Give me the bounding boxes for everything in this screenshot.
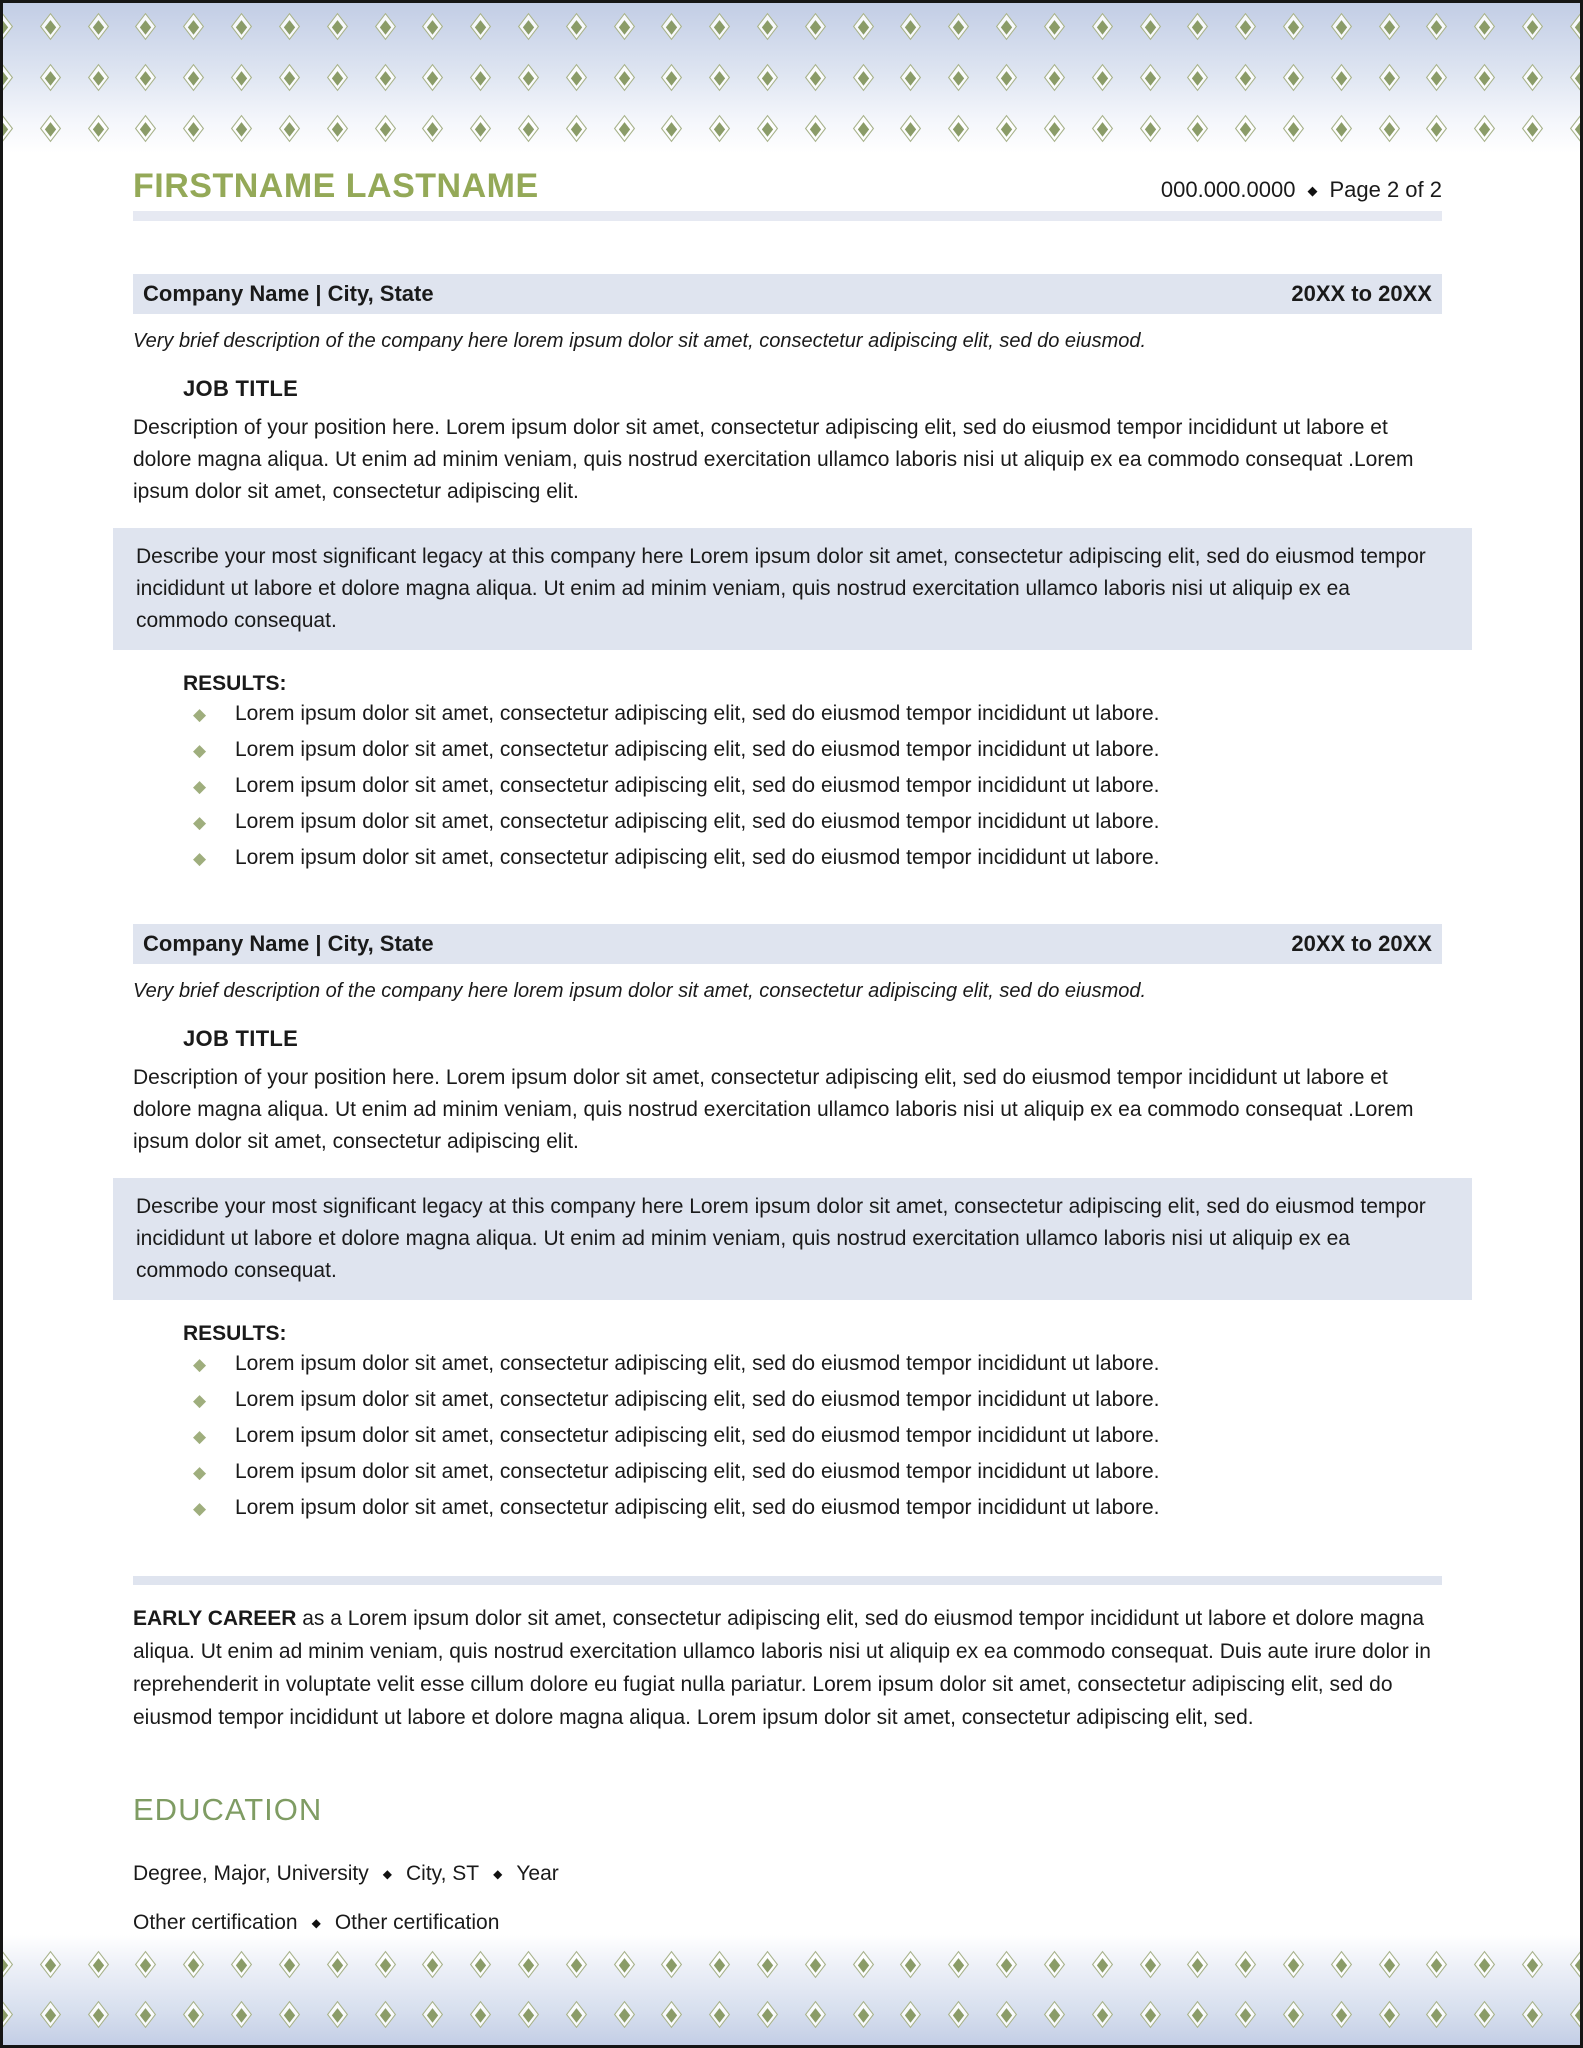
diamond-icon: [805, 1950, 826, 1978]
page-title: FIRSTNAME LASTNAME: [133, 167, 539, 205]
diamond-icon: [1570, 1950, 1580, 1978]
early-career-paragraph: [133, 1602, 1442, 1734]
diamond-icon: [661, 63, 682, 91]
company-header-bar: [133, 274, 1442, 314]
diamond-icon: [1139, 63, 1160, 91]
diamond-icon: [279, 114, 300, 142]
diamond-icon: [1331, 114, 1352, 142]
diamond-icon: [279, 12, 300, 40]
result-text: Lorem ipsum dolor sit amet, consectetur adipiscing elit, sed do eiusmod tempor incididunt ut labore.: [235, 1460, 1160, 1483]
diamond-icon: [1044, 114, 1065, 142]
diamond-icon: [1044, 2000, 1065, 2028]
diamond-icon: [1235, 12, 1256, 40]
diamond-icon: [900, 1950, 921, 1978]
contact-line: [1161, 177, 1442, 206]
diamond-icon: [470, 12, 491, 40]
diamond-icon: [1235, 2000, 1256, 2028]
diamond-icon: [1283, 63, 1304, 91]
diamond-icon: [1378, 63, 1399, 91]
job-title: JOB TITLE: [183, 376, 299, 401]
diamond-icon: [3, 114, 13, 142]
diamond-bullet-icon: ◆: [193, 1391, 207, 1410]
diamond-icon: [1474, 12, 1495, 40]
diamond-icon: [374, 114, 395, 142]
diamond-icon: [40, 12, 61, 40]
diamond-icon: [1331, 2000, 1352, 2028]
company-description: Very brief description of the company here lorem ipsum dolor sit amet, consectetur adipiscing elit, sed do eiusmod.: [133, 330, 1147, 352]
diamond-icon: [88, 12, 109, 40]
diamond-icon: [88, 114, 109, 142]
result-text: Lorem ipsum dolor sit amet, consectetur adipiscing elit, sed do eiusmod tempor incididunt ut labore.: [235, 702, 1160, 725]
diamond-icon: [1092, 114, 1113, 142]
results-list: [133, 702, 1442, 882]
degree-location: City, ST: [405, 1862, 480, 1885]
diamond-icon: [1331, 63, 1352, 91]
diamond-border-bottom: [3, 1935, 1580, 2047]
diamond-icon: [613, 63, 634, 91]
diamond-icon: [1235, 1950, 1256, 1978]
diamond-separator-icon: ◆: [311, 1916, 321, 1930]
list-item: [133, 702, 1442, 738]
diamond-icon: [422, 1950, 443, 1978]
result-text: Lorem ipsum dolor sit amet, consectetur adipiscing elit, sed do eiusmod tempor incididunt ut labore.: [235, 774, 1160, 797]
position-description: Description of your position here. Lorem ipsum dolor sit amet, consectetur adipiscing elit, sed do eiusmod tempor incididunt ut labore et dolore magna aliqua. Ut enim ad minim veniam, quis nostrud exercitation ullamco laboris nisi ut aliquip ex ea commodo consequat .Lorem ipsum dolor sit amet, consectetur adipiscing elit.: [133, 416, 1414, 503]
diamond-icon: [613, 1950, 634, 1978]
diamond-icon: [709, 114, 730, 142]
diamond-bullet-icon: ◆: [193, 1463, 207, 1482]
employment-dates: 20XX to 20XX: [1291, 281, 1432, 306]
diamond-icon: [279, 1950, 300, 1978]
diamond-separator-icon: ◆: [1307, 182, 1318, 198]
diamond-icon: [1187, 2000, 1208, 2028]
education-degree-line: [133, 1862, 1442, 1886]
diamond-icon: [374, 1950, 395, 1978]
diamond-icon: [183, 2000, 204, 2028]
diamond-icon: [805, 63, 826, 91]
diamond-icon: [1283, 12, 1304, 40]
diamond-icon: [948, 2000, 969, 2028]
diamond-icon: [470, 114, 491, 142]
diamond-icon: [805, 114, 826, 142]
diamond-icon: [422, 114, 443, 142]
diamond-icon: [1331, 1950, 1352, 1978]
diamond-icon: [1474, 1950, 1495, 1978]
list-item: [133, 1460, 1442, 1496]
diamond-icon: [900, 63, 921, 91]
diamond-icon: [1570, 12, 1580, 40]
diamond-icon: [231, 114, 252, 142]
diamond-icon: [709, 2000, 730, 2028]
result-text: Lorem ipsum dolor sit amet, consectetur adipiscing elit, sed do eiusmod tempor incididunt ut labore.: [235, 1496, 1160, 1519]
diamond-icon: [40, 63, 61, 91]
diamond-icon: [709, 1950, 730, 1978]
list-item: [133, 1424, 1442, 1460]
diamond-icon: [518, 114, 539, 142]
diamond-icon: [1283, 114, 1304, 142]
diamond-icon: [327, 63, 348, 91]
experience-section-1: [133, 274, 1442, 882]
diamond-icon: [661, 2000, 682, 2028]
diamond-icon: [853, 12, 874, 40]
diamond-icon: [661, 12, 682, 40]
result-text: Lorem ipsum dolor sit amet, consectetur adipiscing elit, sed do eiusmod tempor incididunt ut labore.: [235, 846, 1160, 869]
diamond-icon: [1378, 12, 1399, 40]
diamond-row: [3, 62, 1580, 92]
diamond-icon: [853, 63, 874, 91]
diamond-icon: [1187, 1950, 1208, 1978]
list-item: [133, 1388, 1442, 1424]
diamond-icon: [948, 114, 969, 142]
company-name: Company Name | City, State: [143, 931, 434, 956]
results-list: [133, 1352, 1442, 1532]
diamond-icon: [518, 63, 539, 91]
diamond-icon: [3, 1950, 13, 1978]
early-career-lead: EARLY CAREER: [133, 1607, 297, 1630]
list-item: [133, 810, 1442, 846]
diamond-icon: [709, 12, 730, 40]
page-content: [3, 153, 1580, 1935]
diamond-icon: [135, 2000, 156, 2028]
diamond-icon: [183, 63, 204, 91]
diamond-icon: [948, 1950, 969, 1978]
result-text: Lorem ipsum dolor sit amet, consectetur adipiscing elit, sed do eiusmod tempor incididunt ut labore.: [235, 1424, 1160, 1447]
position-description: Description of your position here. Lorem ipsum dolor sit amet, consectetur adipiscing elit, sed do eiusmod tempor incididunt ut labore et dolore magna aliqua. Ut enim ad minim veniam, quis nostrud exercitation ullamco laboris nisi ut aliquip ex ea commodo consequat .Lorem ipsum dolor sit amet, consectetur adipiscing elit.: [133, 1066, 1414, 1153]
diamond-icon: [231, 63, 252, 91]
diamond-icon: [900, 2000, 921, 2028]
diamond-icon: [1426, 12, 1447, 40]
list-item: [133, 738, 1442, 774]
diamond-icon: [422, 63, 443, 91]
diamond-icon: [1570, 2000, 1580, 2028]
diamond-icon: [470, 2000, 491, 2028]
diamond-bullet-icon: ◆: [193, 849, 207, 868]
diamond-icon: [518, 12, 539, 40]
legacy-highlight-box: Describe your most significant legacy at this company here Lorem ipsum dolor sit amet, consectetur adipiscing elit, sed do eiusmod tempor incididunt ut labore et dolore magna aliqua. Ut enim ad minim veniam, quis nostrud exercitation ullamco laboris nisi ut aliquip ex ea commodo consequat.: [113, 528, 1472, 650]
company-name: Company Name | City, State: [143, 281, 434, 306]
experience-section-2: [133, 924, 1442, 1532]
results-label: RESULTS:: [183, 1322, 287, 1345]
diamond-icon: [3, 63, 13, 91]
diamond-icon: [470, 1950, 491, 1978]
diamond-icon: [1522, 114, 1543, 142]
certification-text: Other certification: [334, 1911, 500, 1934]
diamond-icon: [1235, 63, 1256, 91]
diamond-icon: [1044, 63, 1065, 91]
diamond-icon: [3, 12, 13, 40]
diamond-icon: [1044, 12, 1065, 40]
list-item: [133, 1496, 1442, 1532]
diamond-icon: [183, 114, 204, 142]
diamond-icon: [1378, 1950, 1399, 1978]
education-heading: EDUCATION: [133, 1792, 323, 1827]
diamond-icon: [757, 12, 778, 40]
diamond-icon: [1426, 2000, 1447, 2028]
diamond-icon: [374, 2000, 395, 2028]
diamond-icon: [566, 1950, 587, 1978]
diamond-icon: [1426, 63, 1447, 91]
diamond-icon: [3, 2000, 13, 2028]
result-text: Lorem ipsum dolor sit amet, consectetur adipiscing elit, sed do eiusmod tempor incididunt ut labore.: [235, 810, 1160, 833]
diamond-icon: [88, 63, 109, 91]
diamond-bullet-icon: ◆: [193, 1499, 207, 1518]
diamond-separator-icon: ◆: [382, 1867, 392, 1881]
diamond-icon: [613, 12, 634, 40]
diamond-icon: [1426, 114, 1447, 142]
diamond-icon: [900, 12, 921, 40]
diamond-icon: [422, 12, 443, 40]
diamond-icon: [374, 63, 395, 91]
diamond-icon: [757, 2000, 778, 2028]
diamond-bullet-icon: ◆: [193, 1355, 207, 1374]
diamond-icon: [1378, 2000, 1399, 2028]
company-description: Very brief description of the company here lorem ipsum dolor sit amet, consectetur adipiscing elit, sed do eiusmod.: [133, 980, 1147, 1002]
diamond-icon: [948, 12, 969, 40]
diamond-icon: [566, 2000, 587, 2028]
list-item: [133, 1352, 1442, 1388]
diamond-icon: [1044, 1950, 1065, 1978]
diamond-icon: [757, 114, 778, 142]
diamond-icon: [757, 63, 778, 91]
diamond-icon: [1474, 114, 1495, 142]
diamond-icon: [327, 2000, 348, 2028]
diamond-icon: [1474, 2000, 1495, 2028]
diamond-bullet-icon: ◆: [193, 777, 207, 796]
diamond-icon: [1187, 63, 1208, 91]
diamond-icon: [900, 114, 921, 142]
diamond-icon: [1570, 114, 1580, 142]
diamond-icon: [1092, 1950, 1113, 1978]
education-certification-line: [133, 1911, 1442, 1935]
employment-dates: 20XX to 20XX: [1291, 931, 1432, 956]
diamond-icon: [1522, 12, 1543, 40]
diamond-icon: [135, 114, 156, 142]
diamond-row: [3, 11, 1580, 41]
diamond-icon: [996, 63, 1017, 91]
diamond-icon: [1522, 2000, 1543, 2028]
diamond-icon: [279, 2000, 300, 2028]
diamond-icon: [1139, 1950, 1160, 1978]
company-header-bar: [133, 924, 1442, 964]
certification-text: Other certification: [133, 1911, 298, 1934]
diamond-icon: [1331, 12, 1352, 40]
diamond-icon: [374, 12, 395, 40]
diamond-icon: [1426, 1950, 1447, 1978]
diamond-icon: [613, 2000, 634, 2028]
diamond-icon: [805, 12, 826, 40]
diamond-icon: [135, 1950, 156, 1978]
diamond-icon: [1139, 2000, 1160, 2028]
diamond-icon: [1187, 114, 1208, 142]
list-item: [133, 846, 1442, 882]
diamond-icon: [231, 12, 252, 40]
diamond-icon: [183, 12, 204, 40]
diamond-icon: [1235, 114, 1256, 142]
result-text: Lorem ipsum dolor sit amet, consectetur adipiscing elit, sed do eiusmod tempor incididunt ut labore.: [235, 1388, 1160, 1411]
page-header: [133, 167, 1442, 206]
diamond-icon: [422, 2000, 443, 2028]
diamond-icon: [566, 114, 587, 142]
header-underline: [133, 211, 1442, 221]
diamond-icon: [1378, 114, 1399, 142]
diamond-icon: [1092, 63, 1113, 91]
results-label: RESULTS:: [183, 672, 287, 695]
diamond-row: [3, 1999, 1580, 2029]
diamond-icon: [1187, 12, 1208, 40]
diamond-icon: [279, 63, 300, 91]
diamond-icon: [1092, 2000, 1113, 2028]
diamond-separator-icon: ◆: [493, 1867, 503, 1881]
page-indicator: Page 2 of 2: [1329, 177, 1442, 202]
degree-text: Degree, Major, University: [133, 1862, 369, 1885]
result-text: Lorem ipsum dolor sit amet, consectetur adipiscing elit, sed do eiusmod tempor incididunt ut labore.: [235, 1352, 1160, 1375]
diamond-icon: [709, 63, 730, 91]
diamond-icon: [231, 1950, 252, 1978]
diamond-row: [3, 113, 1580, 143]
diamond-icon: [231, 2000, 252, 2028]
diamond-icon: [1092, 12, 1113, 40]
diamond-icon: [327, 12, 348, 40]
diamond-icon: [135, 12, 156, 40]
diamond-icon: [470, 63, 491, 91]
diamond-icon: [40, 1950, 61, 1978]
diamond-icon: [805, 2000, 826, 2028]
diamond-icon: [135, 63, 156, 91]
phone-number: 000.000.0000: [1160, 177, 1296, 202]
diamond-bullet-icon: ◆: [193, 741, 207, 760]
diamond-border-top: [3, 3, 1580, 153]
diamond-icon: [518, 2000, 539, 2028]
diamond-icon: [327, 114, 348, 142]
diamond-icon: [40, 114, 61, 142]
diamond-icon: [327, 1950, 348, 1978]
diamond-icon: [183, 1950, 204, 1978]
diamond-icon: [40, 2000, 61, 2028]
diamond-icon: [757, 1950, 778, 1978]
legacy-highlight-box: Describe your most significant legacy at this company here Lorem ipsum dolor sit amet, consectetur adipiscing elit, sed do eiusmod tempor incididunt ut labore et dolore magna aliqua. Ut enim ad minim veniam, quis nostrud exercitation ullamco laboris nisi ut aliquip ex ea commodo consequat.: [113, 1178, 1472, 1300]
diamond-icon: [88, 1950, 109, 1978]
diamond-icon: [661, 1950, 682, 1978]
section-divider: [133, 1576, 1442, 1585]
diamond-icon: [1522, 1950, 1543, 1978]
degree-year: Year: [516, 1862, 559, 1885]
diamond-bullet-icon: ◆: [193, 813, 207, 832]
diamond-icon: [853, 1950, 874, 1978]
diamond-icon: [613, 114, 634, 142]
diamond-icon: [853, 2000, 874, 2028]
diamond-row: [3, 1949, 1580, 1979]
diamond-icon: [661, 114, 682, 142]
diamond-icon: [1474, 63, 1495, 91]
diamond-icon: [996, 2000, 1017, 2028]
diamond-icon: [518, 1950, 539, 1978]
diamond-icon: [1522, 63, 1543, 91]
early-career-text: as a Lorem ipsum dolor sit amet, consectetur adipiscing elit, sed do eiusmod tempor incididunt ut labore et dolore magna aliqua. Ut enim ad minim veniam, quis nostrud exercitation ullamco laboris nisi ut aliquip ex ea commodo consequat. Duis aute irure dolor in reprehenderit in voluptate velit esse cillum dolore eu fugiat nulla pariatur. Lorem ipsum dolor sit amet, consectetur adipiscing elit, sed do eiusmod tempor incididunt ut labore et dolore magna aliqua. Lorem ipsum dolor sit amet, consectetur adipiscing elit, sed.: [133, 1607, 1431, 1729]
diamond-icon: [1139, 12, 1160, 40]
diamond-icon: [566, 63, 587, 91]
diamond-icon: [996, 1950, 1017, 1978]
diamond-bullet-icon: ◆: [193, 1427, 207, 1446]
job-title: JOB TITLE: [183, 1026, 299, 1051]
diamond-icon: [566, 12, 587, 40]
diamond-icon: [88, 2000, 109, 2028]
diamond-icon: [1570, 63, 1580, 91]
diamond-bullet-icon: ◆: [193, 705, 207, 724]
diamond-icon: [853, 114, 874, 142]
diamond-icon: [996, 12, 1017, 40]
diamond-icon: [996, 114, 1017, 142]
diamond-icon: [1139, 114, 1160, 142]
diamond-icon: [1283, 2000, 1304, 2028]
list-item: [133, 774, 1442, 810]
result-text: Lorem ipsum dolor sit amet, consectetur adipiscing elit, sed do eiusmod tempor incididunt ut labore.: [235, 738, 1160, 761]
diamond-icon: [948, 63, 969, 91]
diamond-icon: [1283, 1950, 1304, 1978]
